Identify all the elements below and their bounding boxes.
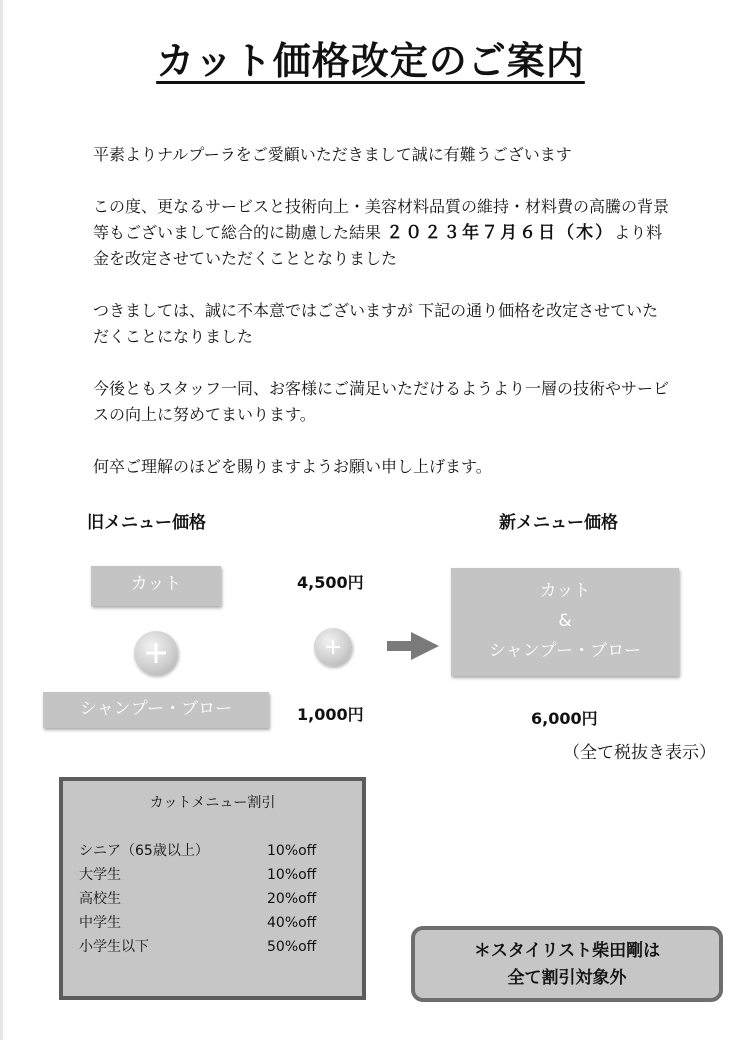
- greeting-paragraph: 平素よりナルプーラをご愛顧いただきまして誠に有難うございます: [93, 145, 572, 164]
- discount-title: カットメニュー割引: [149, 795, 276, 811]
- new-menu-line-shampoo: シャンプー・ブロー: [488, 641, 642, 661]
- old-shampoo-blow-label: シャンプー・ブロー: [43, 692, 269, 728]
- old-menu-heading: 旧メニュー価格: [87, 513, 206, 533]
- new-combined-menu: [451, 568, 679, 676]
- page-title: カット価格改定のご案内: [156, 39, 585, 83]
- commitment-paragraph: 今後ともスタッフ一同、お客様にご満足いただけるようより一層の技術やサービスの向上に努めてまいります。: [93, 379, 670, 424]
- new-menu-line-and: &: [558, 611, 572, 631]
- plus-circle-icon: [134, 631, 178, 675]
- stylist-exclusion-note: ＊スタイリスト柴田剛は 全て割引対象外: [411, 926, 723, 1002]
- new-menu-heading: 新メニュー価格: [499, 513, 618, 533]
- arrow-right-icon: [387, 632, 439, 660]
- closing-paragraph: 何卒ご理解のほどを賜りますようお願い申し上げます。: [93, 457, 492, 476]
- old-cut-price: 4,500円: [297, 573, 364, 592]
- discount-box: カットメニュー割引 シニア（65歳以上） 10%off 大学生 10%off 高校生 20%off 中学生 40%off 小学生以下 50%off: [59, 777, 366, 1000]
- new-menu-line-cut: カット: [539, 581, 591, 601]
- revision-paragraph: つきましては、誠に不本意ではございますが 下記の通り価格を改定させていただくことになりました: [93, 301, 659, 346]
- effective-date: ２０２３年７月６日（木）: [386, 223, 615, 243]
- tax-note: （全て税抜き表示）: [563, 743, 716, 763]
- new-price: 6,000円: [531, 709, 598, 728]
- old-cut-label: カット: [91, 566, 221, 606]
- old-shampoo-price: 1,000円: [297, 705, 364, 724]
- reason-paragraph: この度、更なるサービスと技術向上・美容材料品質の維持・材料費の高騰の背景等もございまして総合的に勘慮した結果 ２０２３年７月６日（木）より料金を改定させていただくこととなりました: [93, 197, 670, 268]
- plus-circle-icon: [314, 628, 352, 666]
